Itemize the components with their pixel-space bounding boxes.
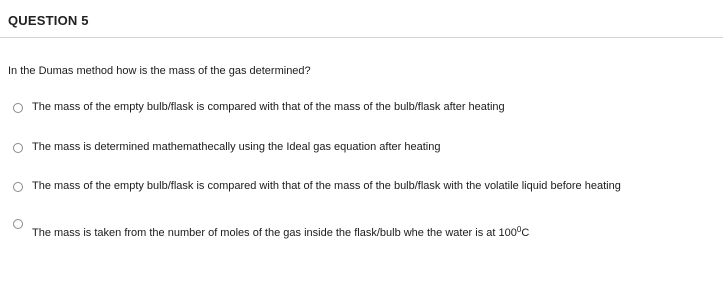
- answer-option-1-label: The mass of the empty bulb/flask is compared with that of the mass of the bulb/flask after heating: [32, 101, 505, 113]
- answer-option-3-label: The mass of the empty bulb/flask is compared with that of the mass of the bulb/flask with the volatile liquid before heating: [32, 180, 621, 192]
- answer-option-4[interactable]: [13, 219, 718, 243]
- degree-superscript: 0: [516, 225, 522, 234]
- answer-option-4-label-text: The mass is taken from the number of moles of the gas inside the flask/bulb whe the water is at 100: [32, 227, 517, 239]
- radio-button-2[interactable]: [13, 143, 23, 153]
- radio-button-4[interactable]: [13, 219, 23, 229]
- answer-option-2[interactable]: [13, 141, 718, 157]
- radio-button-3[interactable]: [13, 182, 23, 192]
- answer-option-3[interactable]: [13, 180, 718, 196]
- header-divider: [0, 37, 723, 38]
- radio-button-1[interactable]: [13, 103, 23, 113]
- answer-option-4-label: [32, 227, 529, 239]
- question-text: In the Dumas method how is the mass of the gas determined?: [8, 65, 311, 77]
- answer-option-1[interactable]: [13, 101, 718, 117]
- answer-option-2-label: The mass is determined mathemathecally using the Ideal gas equation after heating: [32, 141, 441, 153]
- answer-option-4-label-unit: C: [521, 227, 530, 239]
- question-header: QUESTION 5: [8, 13, 89, 28]
